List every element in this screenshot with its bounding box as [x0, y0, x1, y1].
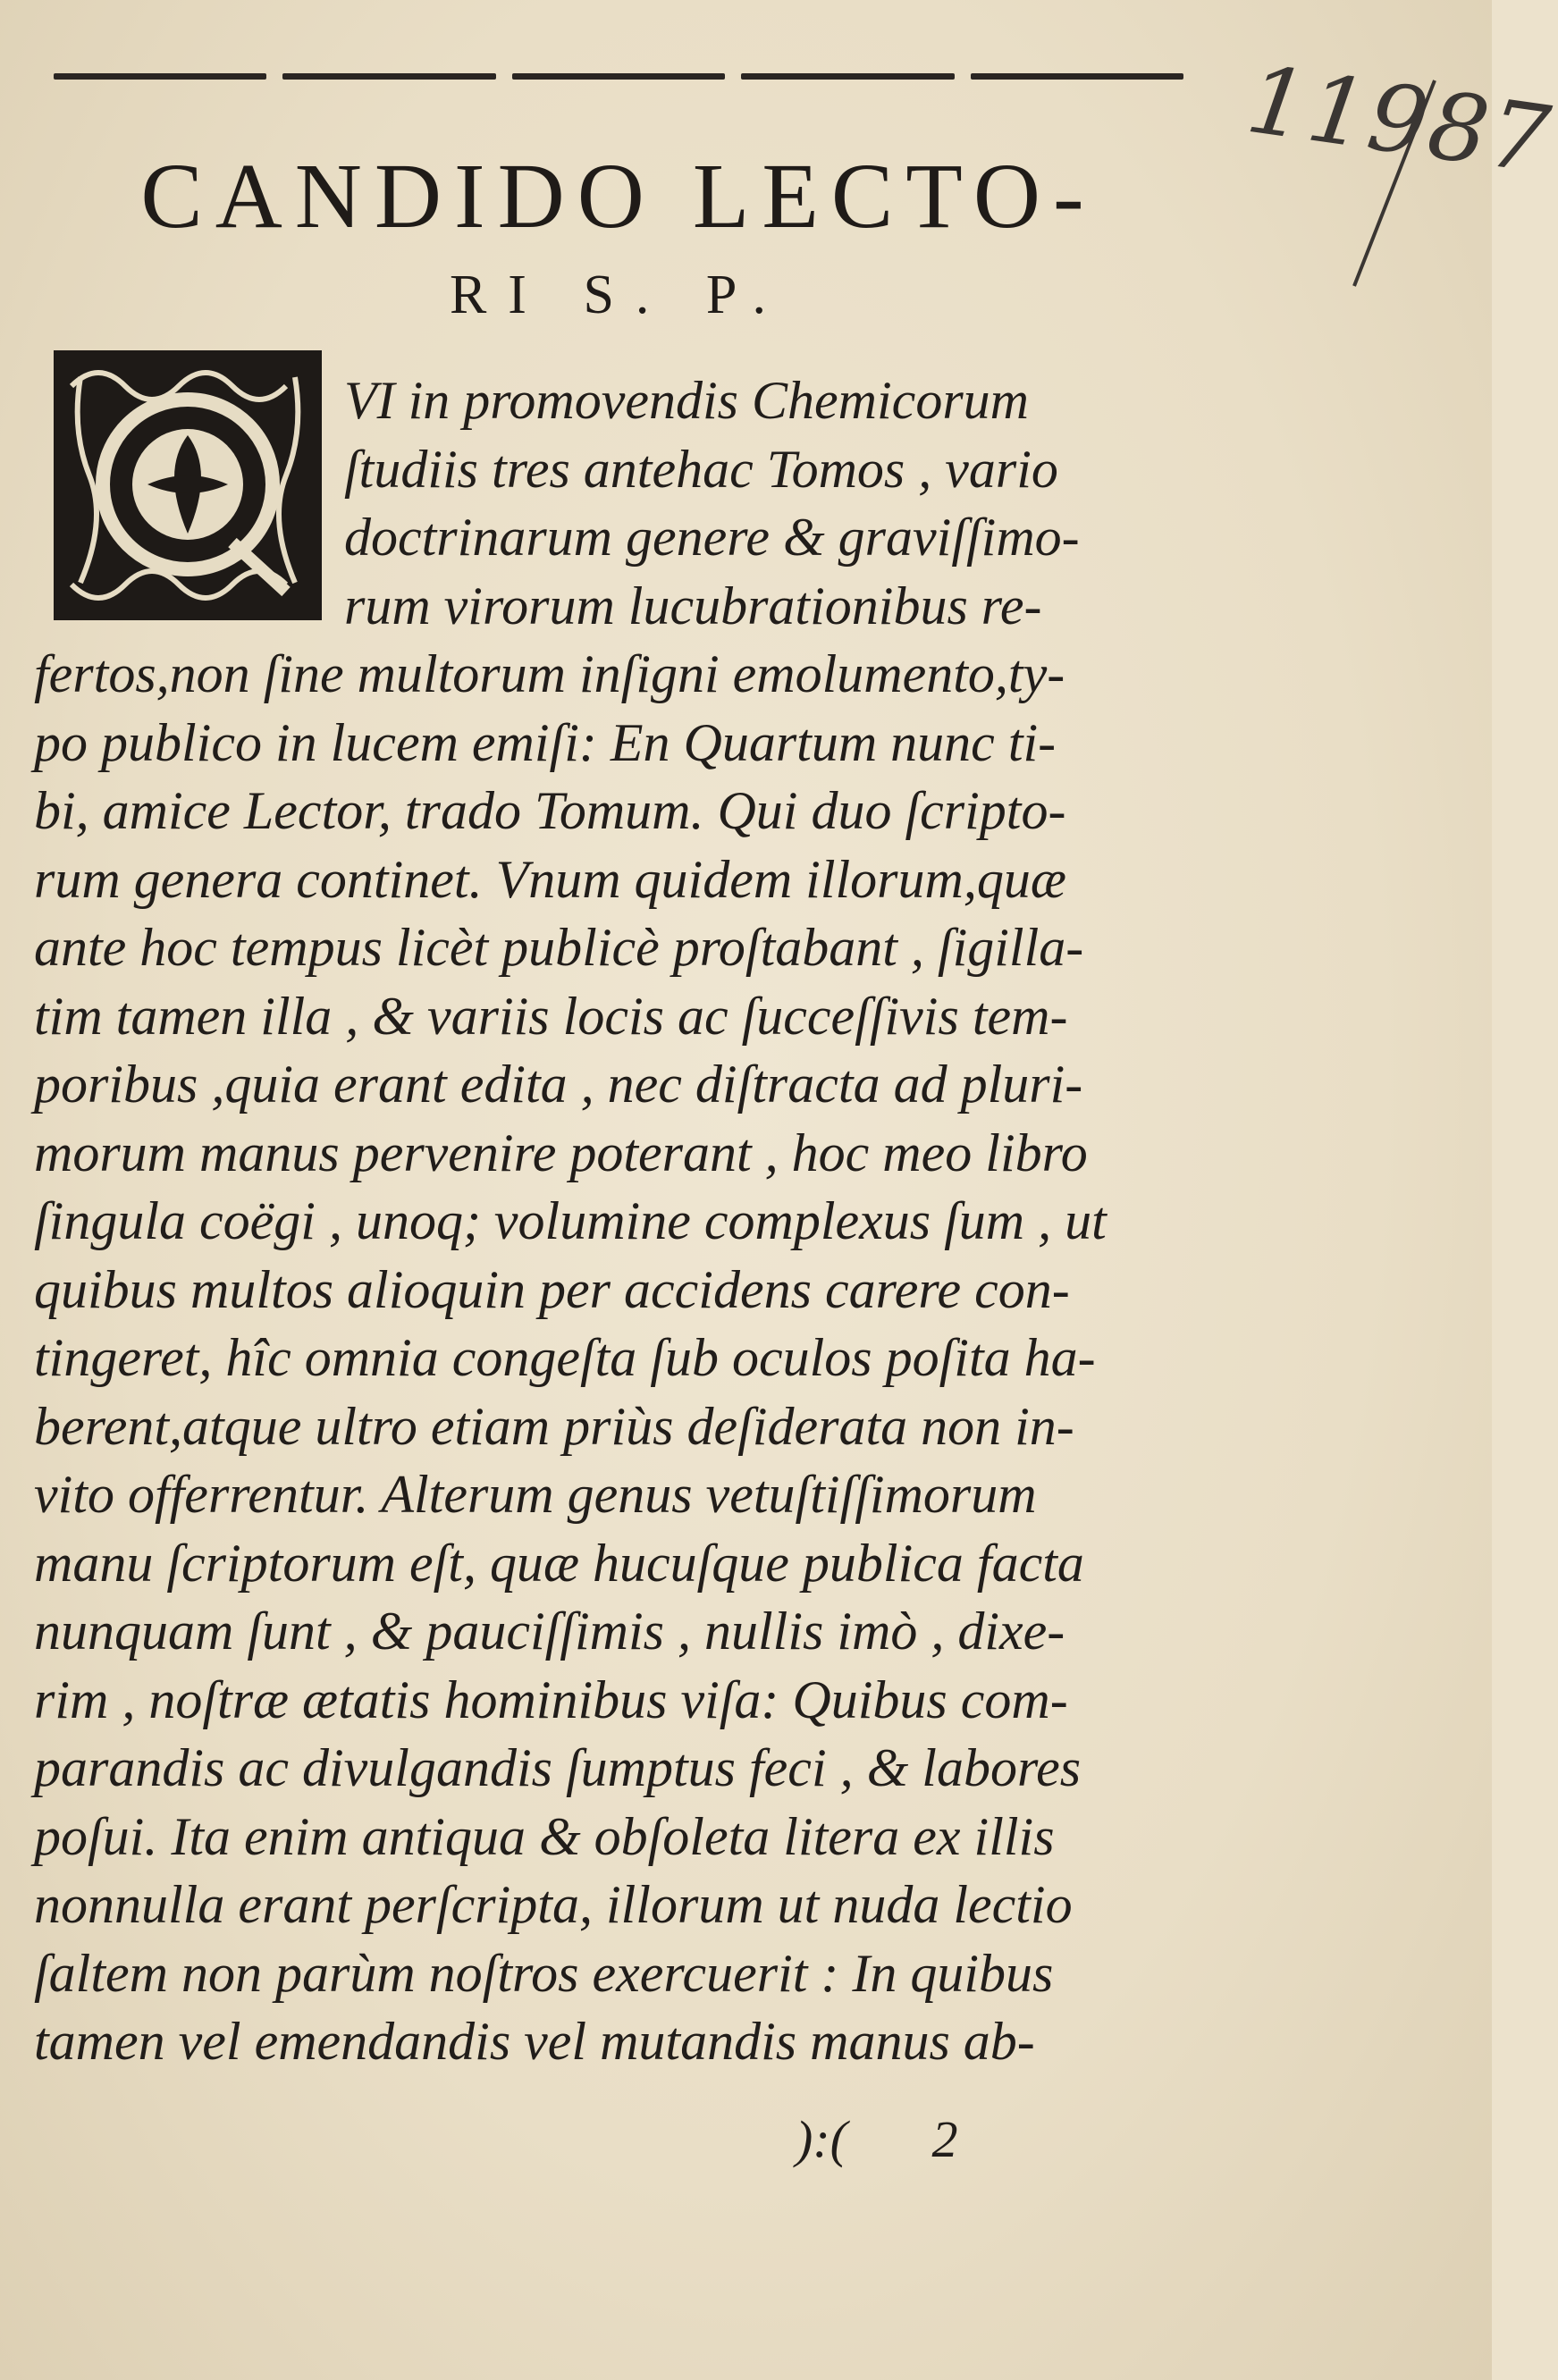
- page-footer: [796, 2109, 957, 2169]
- ornament-initial-icon: [54, 350, 322, 620]
- text-line: berent,atque ultro etiam priùs deſiderata non in-: [34, 1396, 1074, 1456]
- text-line: ante hoc tempus licèt publicè proſtabant , ſigilla-: [34, 918, 1084, 977]
- text-line: quibus multos alioquin per accidens carere con-: [34, 1259, 1070, 1319]
- text-line: vito offerrentur. Alterum genus vetuſtiſſimorum: [34, 1465, 1037, 1524]
- text-line: rim , noſtræ ætatis hominibus viſa: Quibus com-: [34, 1669, 1068, 1729]
- catchword: ):(: [796, 2110, 847, 2168]
- text-line: manu ſcriptorum eſt, quæ hucuſque publica facta: [34, 1533, 1084, 1593]
- text-line: VI in promovendis Chemicorum: [344, 371, 1029, 430]
- text-line: poribus ,quia erant edita , nec diſtracta ad pluri-: [34, 1055, 1083, 1114]
- text-line: ſtudiis tres antehac Tomos , vario: [344, 439, 1058, 499]
- page-title-line-2: RI S. P.: [449, 265, 788, 325]
- text-line: tingeret, hîc omnia congeſta ſub oculos poſita ha-: [34, 1328, 1096, 1387]
- text-line: nunquam ſunt , & pauciſſimis , nullis imò , dixe-: [34, 1602, 1065, 1661]
- text-line: fertos,non ſine multorum inſigni emolumento,ty-: [34, 644, 1065, 703]
- text-line: nonnulla erant perſcripta, illorum ut nuda lectio: [34, 1875, 1073, 1934]
- text-line: ſingula coëgi , unoq; volumine complexus ſum , ut: [34, 1191, 1107, 1250]
- text-line: parandis ac divulgandis ſumptus feci , & labores: [34, 1738, 1082, 1797]
- signature-mark: 2: [931, 2110, 958, 2168]
- text-line: ſaltem non parùm noſtros exercuerit : In quibus: [34, 1943, 1054, 2003]
- text-line: bi, amice Lector, trado Tomum. Qui duo ſcripto-: [34, 781, 1066, 840]
- text-line: po publico in lucem emiſi: En Quartum nunc ti-: [34, 712, 1057, 772]
- handwritten-shelfmark: [1241, 27, 1558, 295]
- shelfmark-number: 11987: [1241, 45, 1558, 196]
- decorated-initial: [54, 350, 322, 620]
- text-line: poſui. Ita enim antiqua & obſoleta litera ex illis: [34, 1806, 1055, 1866]
- text-line: morum manus pervenire poterant , hoc meo libro: [34, 1123, 1088, 1182]
- text-line: tim tamen illa , & variis locis ac ſucceſſivis tem-: [34, 986, 1068, 1046]
- text-line: rum genera continet. Vnum quidem illorum,quæ: [34, 849, 1066, 909]
- page-title-line-1: CANDIDO LECTO-: [140, 145, 1097, 248]
- text-line: doctrinarum genere & graviſſimo-: [344, 508, 1080, 567]
- header-rule: [54, 71, 1183, 80]
- text-line: rum virorum lucubrationibus re-: [344, 576, 1042, 635]
- text-line: tamen vel emendandis vel mutandis manus ab-: [34, 2012, 1035, 2071]
